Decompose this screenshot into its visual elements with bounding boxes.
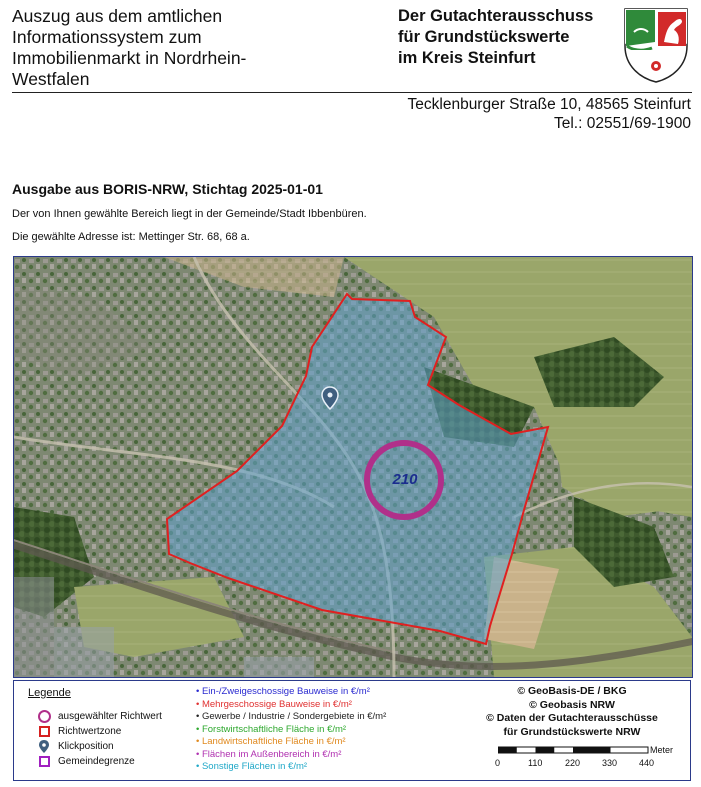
category-entry: • Mehrgeschossige Bauweise in €/m² [196,698,352,710]
scale-tick: 110 [528,758,543,768]
org-line: im Kreis Steinfurt [398,49,536,67]
legend-item [36,739,114,753]
category-entry: • Sonstige Flächen in €/m² [196,761,308,772]
copyright-line: für Grundstückswerte NRW [503,725,641,738]
legend-item [36,724,121,738]
scale-tick: 220 [565,758,581,768]
map-legend [13,680,691,781]
category-entry: • Ein-/Zweigeschossige Bauweise in €/m² [196,686,370,697]
category-entry: • Landwirtschaftliche Fläche in €/m² [196,736,346,747]
category-entry: • Forstwirtschaftliche Fläche in €/m² [196,723,347,735]
category-entry: • Gewerbe / Industrie / Sondergebiete in €/m² [196,711,387,722]
legend-item-label: ausgewählter Richtwert [58,710,162,722]
zone-square-icon [36,724,52,738]
copyright-block [462,685,682,739]
scale-bar-graphic [498,745,658,755]
copyright-line: © Daten der Gutachterausschüsse [486,712,658,724]
legend-item-label: Klickposition [58,740,114,752]
map-canvas [14,257,692,677]
scale-tick: 440 [639,758,655,768]
address-line: Tecklenburger Straße 10, 48565 Steinfurt [407,96,691,113]
page-title: Ausgabe aus BORIS-NRW, Stichtag 2025-01-01 [12,181,323,197]
org-line: für Grundstückswerte [398,28,570,46]
address-block [408,95,691,133]
header-divider [12,92,692,93]
area-info-text: Der von Ihnen gewählte Bereich liegt in der Gemeinde/Stadt Ibbenbüren. [12,208,367,220]
address-info-text: Die gewählte Adresse ist: Mettinger Str. 68, 68 a. [12,231,250,243]
boundary-square-icon [36,754,52,768]
header-left-text [12,6,292,90]
header-left-line: Westfalen [12,69,90,89]
selected-value-circle-icon [36,709,52,723]
zone-value-label: 210 [392,470,418,488]
land-use-categories [196,686,386,774]
scale-bar [492,745,682,777]
legend-item [36,709,162,723]
aerial-map[interactable] [13,256,693,678]
copyright-line: © Geobasis NRW [529,698,615,711]
header-left-line: Auszug aus dem amtlichen [12,6,223,26]
legend-item-label: Gemeindegrenze [58,755,135,767]
scale-tick: 0 [495,758,501,768]
header-left-line: Informationssystem zum [12,27,202,47]
scale-tick: 330 [602,758,618,768]
scale-unit: Meter [650,745,674,755]
nrw-coat-of-arms-icon [622,6,690,84]
legend-item-label: Richtwertzone [58,725,122,737]
phone-line: Tel.: 02551/69-1900 [553,115,691,132]
category-entry: • Flächen im Außenbereich in €/m² [196,748,342,760]
copyright-line: © GeoBasis-DE / BKG [517,685,627,697]
header-left-line: Immobilienmarkt in Nordrhein- [12,48,247,68]
legend-item [36,754,135,768]
pin-icon [36,739,52,753]
legend-title: Legende [28,687,71,699]
org-line: Der Gutachterausschuss [398,7,594,25]
organisation-name [398,6,593,69]
